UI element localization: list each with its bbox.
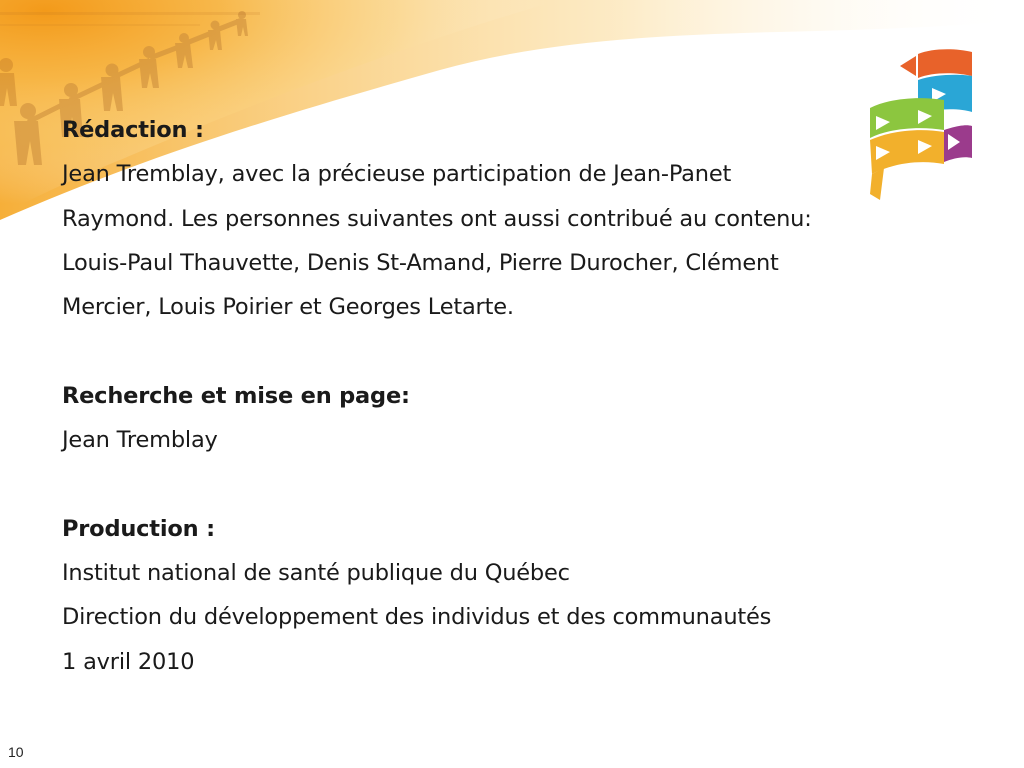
section-heading-redaction: Rédaction : xyxy=(62,117,204,143)
redaction-line-4: Mercier, Louis Poirier et Georges Letarte. xyxy=(62,294,514,321)
spacer xyxy=(62,462,962,506)
page-number: 10 xyxy=(8,744,24,760)
section-heading-recherche: Recherche et mise en page: xyxy=(62,382,410,409)
section-heading-production: Production : xyxy=(62,515,215,542)
redaction-line-1: Jean Tremblay, avec la précieuse participation de Jean-Panet xyxy=(62,161,732,188)
production-line-2: Direction du développement des individus et des communautés xyxy=(62,604,772,631)
redaction-line-3: Louis-Paul Thauvette, Denis St-Amand, Pierre Durocher, Clément xyxy=(62,249,779,276)
redaction-line-2: Raymond. Les personnes suivantes ont aussi contribué au contenu: xyxy=(62,205,812,232)
recherche-line-1: Jean Tremblay xyxy=(62,427,218,454)
credits-text-block xyxy=(62,108,962,684)
production-line-3: 1 avril 2010 xyxy=(62,648,195,675)
spacer xyxy=(62,329,962,373)
production-line-1: Institut national de santé publique du Québec xyxy=(62,559,570,586)
